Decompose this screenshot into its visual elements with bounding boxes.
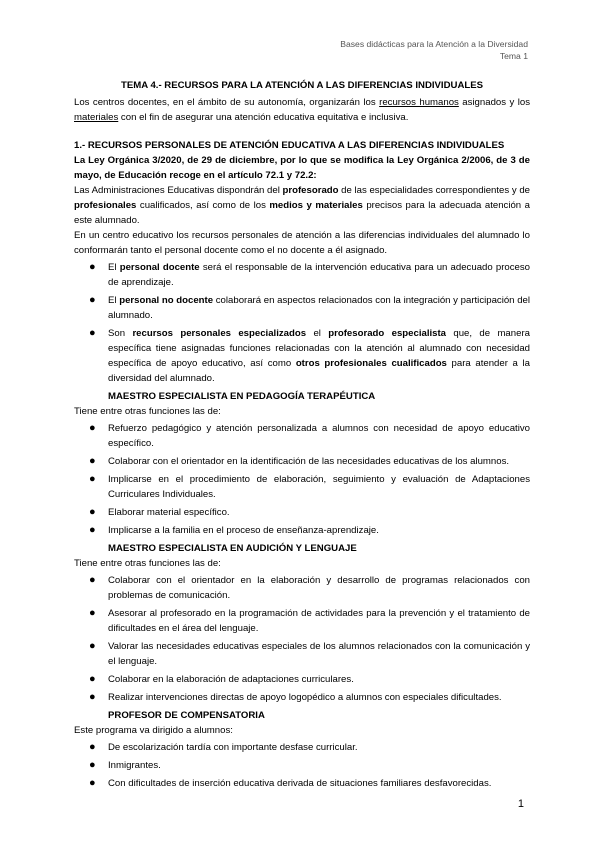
list-item: ● El personal docente será el responsable de la intervención educativa para un adecuado proceso de aprendizaje. (89, 261, 531, 288)
section-1-heading: 1.- RECURSOS PERSONALES DE ATENCIÓN EDUCATIVA A LAS DIFERENCIAS INDIVIDUALES (74, 140, 505, 151)
law-reference: La Ley Orgánica 3/2020, de 29 de diciembre, por lo que se modifica la Ley Orgánica 2/2006, de 3 de mayo, de Educación recoge en el artículo 72.1 y 72.2: (74, 155, 530, 181)
list-item: ● De escolarización tardía con importante desfase curricular. (89, 741, 358, 753)
list-item: ● Con dificultades de inserción educativa derivada de situaciones familiares desfavorecidas. (89, 777, 492, 789)
list-item: ● Elaborar material específico. (89, 506, 230, 518)
header-topic: Tema 1 (499, 51, 528, 61)
list-item: ● Colaborar con el orientador en la identificación de las necesidades educativas de los alumnos. (89, 455, 510, 467)
list-item: ● Realizar intervenciones directas de apoyo logopédico a alumnos con especiales dificultades. (89, 691, 502, 703)
list-item: ● Implicarse en el procedimiento de elaboración, seguimiento y evaluación de Adaptaciones Curriculares Individuales. (89, 473, 530, 500)
comp-intro: Este programa va dirigido a alumnos: (74, 725, 233, 736)
list-item: ● Refuerzo pedagógico y atención personalizada a alumnos con necesidad de apoyo educativo específico. (89, 422, 530, 449)
section-1-paragraph-2: En un centro educativo los recursos personales de atención a las diferencias individuales del alumnado lo conformarán tanto el personal docente como el no docente a él asignado. (74, 230, 530, 256)
al-intro: Tiene entre otras funciones las de: (74, 558, 221, 569)
pt-functions-list (74, 421, 530, 538)
document-body (74, 78, 530, 794)
list-item: ● Implicarse a la familia en el proceso de enseñanza-aprendizaje. (89, 524, 379, 536)
comp-heading: PROFESOR DE COMPENSATORIA (108, 710, 265, 721)
al-heading: MAESTRO ESPECIALISTA EN AUDICIÓN Y LENGUAJE (108, 543, 357, 554)
page-header (340, 38, 528, 62)
pt-intro: Tiene entre otras funciones las de: (74, 406, 221, 417)
list-item: ● Valorar las necesidades educativas especiales de los alumnos relacionados con la comunicación y el lenguaje. (89, 640, 530, 667)
list-item: ● El personal no docente colaborará en aspectos relacionados con la integración y participación del alumnado. (89, 294, 530, 321)
list-item: ● Asesorar al profesorado en la programación de actividades para la prevención y el tratamiento de dificultades en el área del lenguaje. (89, 607, 530, 634)
document-title: TEMA 4.- RECURSOS PARA LA ATENCIÓN A LAS DIFERENCIAS INDIVIDUALES (120, 80, 484, 91)
al-functions-list (74, 573, 530, 705)
comp-target-list (74, 740, 530, 791)
list-item: ● Colaborar con el orientador en la elaboración y desarrollo de programas relacionados con problemas de comunicación. (89, 574, 530, 601)
list-item: ● Colaborar en la elaboración de adaptaciones curriculares. (89, 673, 354, 685)
pt-heading: MAESTRO ESPECIALISTA EN PEDAGOGÍA TERAPÉUTICA (108, 391, 376, 402)
list-item: ● Inmigrantes. (89, 759, 161, 771)
page-number: 1 (517, 798, 524, 810)
staff-list (74, 260, 530, 386)
header-subject: Bases didácticas para la Atención a la Diversidad (340, 39, 528, 49)
section-1-paragraph-1: Las Administraciones Educativas dispondrán del profesorado de las especialidades correspondientes y de profesionales cualificados, así como de los medios y materiales precisos para la adecuada atención a este alumnado. (74, 185, 530, 226)
intro-paragraph: Los centros docentes, en el ámbito de su autonomía, organizarán los recursos humanos asignados y los materiales con el fin de asegurar una atención educativa equitativa e inclusiva. (74, 97, 530, 123)
list-item: ● Son recursos personales especializados el profesorado especialista que, de manera específica tiene asignadas funciones relacionadas con la atención al alumnado con necesidad específica de apoyo educativo, así como otros profesionales cualificados para atender a la diversidad del alumnado. (89, 327, 530, 384)
